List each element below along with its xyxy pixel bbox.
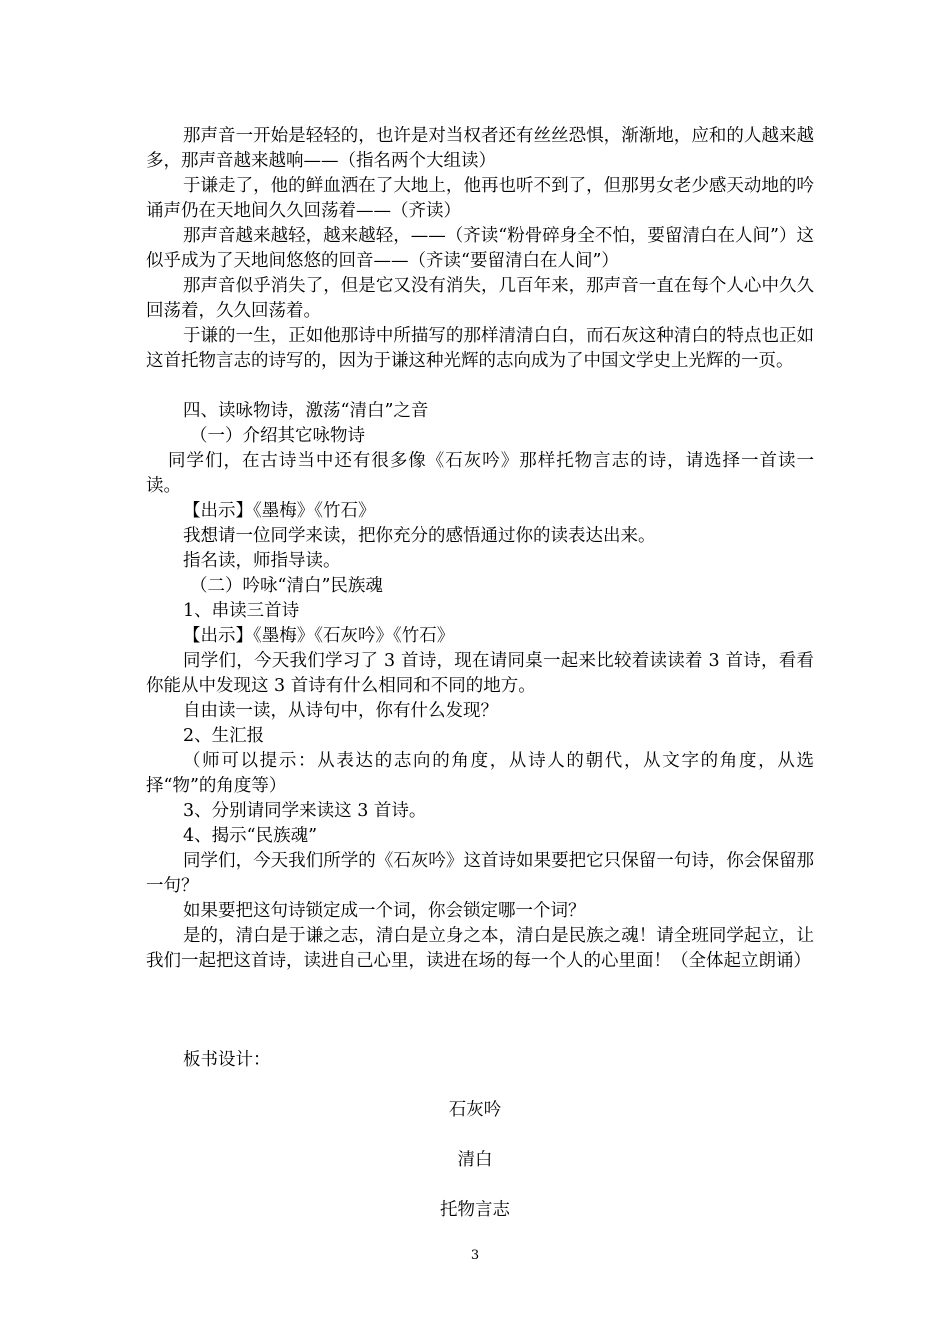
paragraph: 同学们，今天我们学习了 3 首诗，现在请同桌一起来比较着读读着 3 首诗，看看你能从中发现这 3 首诗有什么相同和不同的地方。 bbox=[146, 651, 814, 696]
list-item: 4、揭示“民族魂” bbox=[183, 826, 318, 846]
board-line: 清白 bbox=[457, 1150, 493, 1170]
list-item: 1、串读三首诗 bbox=[183, 601, 300, 621]
paragraph: 于谦走了，他的鲜血洒在了大地上，他再也听不到了，但那男女老少感天动地的吟诵声仍在天地间久久回荡着——（齐读） bbox=[146, 176, 814, 221]
paragraph: 那声音越来越轻，越来越轻，——（齐读“粉骨碎身全不怕，要留清白在人间”）这似乎成为了天地间悠悠的回音——（齐读“要留清白在人间”） bbox=[146, 226, 814, 271]
section-heading: 四、读咏物诗，激荡“清白”之音 bbox=[183, 401, 429, 421]
board-design-heading: 板书设计： bbox=[183, 1050, 271, 1070]
paragraph: 那声音似乎消失了，但是它又没有消失，几百年来，那声音一直在每个人心中久久回荡着，久久回荡着。 bbox=[146, 276, 814, 321]
paragraph: 如果要把这句诗锁定成一个词，你会锁定哪一个词？ bbox=[183, 901, 586, 921]
paragraph: 同学们，今天我们所学的《石灰吟》这首诗如果要把它只保留一句诗，你会保留那一句？ bbox=[146, 851, 814, 896]
paragraph: 那声音一开始是轻轻的，也许是对当权者还有丝丝恐惧，渐渐地，应和的人越来越多，那声音越来越响——（指名两个大组读） bbox=[146, 126, 814, 171]
paragraph: 【出示】《墨梅》《石灰吟》《竹石》 bbox=[183, 626, 455, 646]
board-line: 托物言志 bbox=[440, 1200, 510, 1220]
page-number: 3 bbox=[470, 1248, 480, 1263]
paragraph: （师可以提示：从表达的志向的角度，从诗人的朝代，从文字的角度，从选择“物”的角度等） bbox=[146, 751, 814, 796]
paragraph: 我想请一位同学来读，把你充分的感悟通过你的读表达出来。 bbox=[183, 526, 656, 546]
list-item: 3、分别请同学来读这 3 首诗。 bbox=[183, 801, 427, 821]
paragraph: 自由读一读，从诗句中，你有什么发现？ bbox=[183, 701, 498, 721]
subsection-heading: （一）介绍其它咏物诗 bbox=[190, 426, 365, 446]
paragraph: 指名读，师指导读。 bbox=[183, 551, 341, 571]
board-line: 石灰吟 bbox=[448, 1100, 502, 1120]
subsection-heading: （二）吟咏“清白”民族魂 bbox=[190, 576, 383, 596]
paragraph: 【出示】《墨梅》《竹石》 bbox=[183, 501, 376, 521]
paragraph: 是的，清白是于谦之志，清白是立身之本，清白是民族之魂！请全班同学起立，让我们一起把这首诗，读进自己心里，读进在场的每一个人的心里面！（全体起立朗诵） bbox=[146, 926, 814, 971]
paragraph: 同学们，在古诗当中还有很多像《石灰吟》那样托物言志的诗，请选择一首读一读。 bbox=[146, 451, 814, 496]
list-item: 2、生汇报 bbox=[183, 726, 265, 746]
paragraph: 于谦的一生，正如他那诗中所描写的那样清清白白，而石灰这种清白的特点也正如这首托物言志的诗写的，因为于谦这种光辉的志向成为了中国文学史上光辉的一页。 bbox=[146, 326, 814, 371]
